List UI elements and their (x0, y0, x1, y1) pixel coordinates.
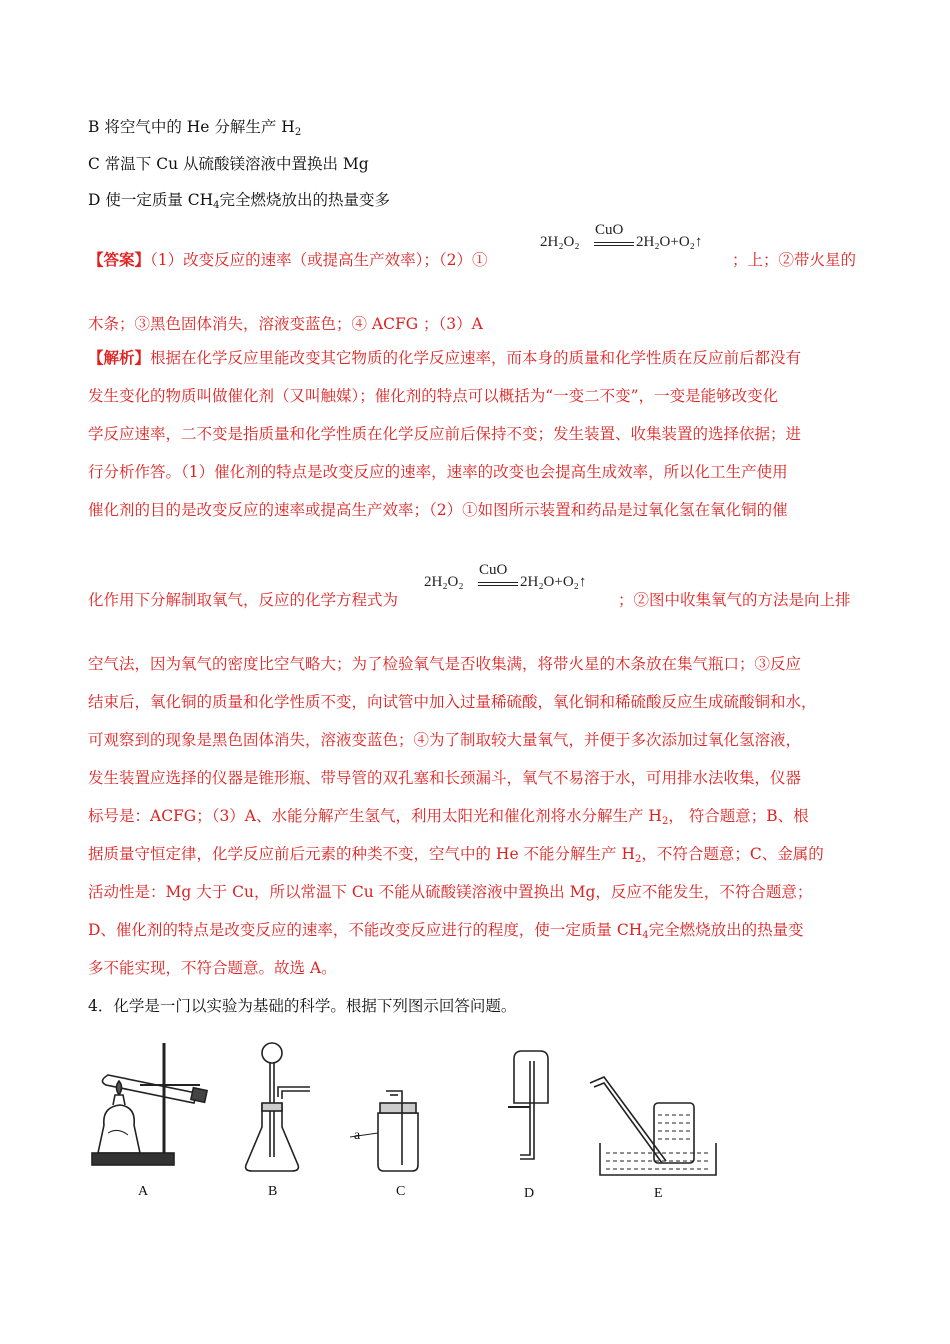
equation-answer (540, 222, 740, 272)
option-c-text: C 常温下 Cu 从硫酸镁溶液中置换出 Mg (88, 155, 369, 173)
equation-analysis-left: 2H₂O₂ (424, 574, 464, 590)
analysis-l12-sub: 2 (635, 854, 642, 865)
apparatus-label-d: D (524, 1186, 535, 1201)
analysis-l2: 发生变化的物质叫做催化剂（又叫触媒）；催化剂的特点可以概括为“一变二不变”，一变是能够改变化 (88, 387, 779, 405)
analysis-l13: 活动性是：Mg 大于 Cu，所以常温下 Cu 不能从硫酸镁溶液中置换出 Mg，反应不能发生，不符合题意； (88, 883, 813, 901)
analysis-l14-b: 完全燃烧放出的热量变 (648, 921, 804, 939)
analysis-l11-a: 标号是：ACFG；（3）A、水能分解产生氢气，利用太阳光和催化剂将水分解生产 H (88, 807, 662, 825)
analysis-line-2 (88, 386, 778, 406)
analysis-l12-b: ，不符合题意；C、金属的 (641, 845, 824, 863)
apparatus-label-e: E (654, 1186, 663, 1201)
equation-left: 2H₂O₂ (540, 234, 580, 250)
answer-line2-text: 木条；③黑色固体消失，溶液变蓝色；④ ACFG ；（3）A (88, 315, 483, 333)
analysis-l4: 行分析作答。（1）催化剂的特点是改变反应的速率，速率的改变也会提高生成效率，所以化工生产使用 (88, 463, 788, 481)
apparatus-d (508, 1051, 548, 1159)
option-d-text-post: 完全燃烧放出的热量变多 (219, 191, 391, 209)
analysis-line-5 (88, 500, 788, 520)
analysis-l8: 结束后，氧化铜的质量和化学性质不变，向试管中加入过量稀硫酸，氧化铜和稀硫酸反应生成硫酸铜和水， (88, 693, 817, 711)
answer-part1: （1）改变反应的速率（或提高生产效率）；（2）① (150, 251, 488, 269)
analysis-line-3 (88, 424, 801, 444)
equation-right: 2H₂O+O₂↑ (636, 234, 703, 250)
answer-line-1-end (732, 250, 856, 270)
analysis-line-9 (88, 730, 801, 750)
analysis-line-4 (88, 462, 788, 482)
analysis-l5: 催化剂的目的是改变反应的速率或提高生产效率；（2）①如图所示装置和药品是过氧化氢在氧化铜的催 (88, 501, 788, 519)
option-b-text: B 将空气中的 He 分解生产 H (88, 118, 295, 136)
analysis-l10: 发生装置应选择的仪器是锥形瓶、带导管的双孔塞和长颈漏斗，氧气不易溶于水，可用排水法收集，仪器 (88, 769, 802, 787)
equation-analysis-right: 2H₂O+O₂↑ (520, 574, 587, 590)
apparatus-label-c: C (396, 1184, 406, 1199)
analysis-line-7 (88, 654, 801, 674)
apparatus-e (590, 1077, 716, 1175)
equation-catalyst: CuO (595, 222, 624, 238)
equation-arrow-2 (594, 245, 634, 246)
analysis-l14-sub: 4 (642, 930, 649, 941)
equation-analysis-catalyst: CuO (479, 562, 508, 578)
option-d-sub: 4 (213, 200, 220, 211)
analysis-label: 【解析】 (88, 348, 151, 367)
option-b (88, 117, 301, 143)
option-d (88, 190, 390, 216)
analysis-l12-a: 据质量守恒定律，化学反应前后元素的种类不变，空气中的 He 不能分解生产 H (88, 845, 635, 863)
analysis-l15: 多不能实现，不符合题意。故选 A。 (88, 959, 337, 977)
answer-part1-end: ；上；②带火星的 (732, 251, 857, 269)
analysis-line-6 (88, 590, 398, 610)
analysis-line-15 (88, 958, 337, 978)
question-4-text: 4．化学是一门以实验为基础的科学。根据下列图示回答问题。 (88, 997, 517, 1015)
apparatus-c-tag: a (354, 1128, 361, 1143)
analysis-line-8 (88, 692, 817, 712)
question-4 (88, 996, 516, 1016)
analysis-line-1 (88, 348, 801, 368)
answer-label: 【答案】 (88, 250, 151, 269)
analysis-l11-b: ， 符合题意；B、根 (668, 807, 809, 825)
analysis-line-12 (88, 844, 824, 870)
analysis-line-10 (88, 768, 801, 788)
analysis-l6-pre: 化作用下分解制取氧气，反应的化学方程式为 (88, 591, 399, 609)
analysis-l7: 空气法，因为氧气的密度比空气略大；为了检验氧气是否收集满，将带火星的木条放在集气瓶口；③反应 (88, 655, 802, 673)
option-d-text-pre: D 使一定质量 CH (88, 191, 214, 209)
apparatus-b (246, 1043, 310, 1171)
analysis-line-11 (88, 806, 809, 832)
equation-analysis-arrow-2 (478, 585, 518, 586)
equation-arrow (594, 242, 634, 243)
option-c (88, 154, 369, 174)
apparatus-a (92, 1043, 207, 1165)
answer-line-1 (88, 250, 488, 270)
apparatus-label-a: A (138, 1184, 149, 1199)
answer-line-2 (88, 314, 483, 334)
analysis-line-6-end (618, 590, 851, 610)
option-b-sub: 2 (294, 127, 302, 138)
analysis-line-14 (88, 920, 804, 946)
analysis-l1: 根据在化学反应里能改变其它物质的化学反应速率，而本身的质量和化学性质在反应前后都没有 (150, 349, 802, 367)
analysis-l6-post: ；②图中收集氧气的方法是向上排 (618, 591, 851, 609)
analysis-l14-a: D、催化剂的特点是改变反应的速率，不能改变反应进行的程度，使一定质量 CH (88, 921, 643, 939)
analysis-l3: 学反应速率，二不变是指质量和化学性质在化学反应前后保持不变；发生装置、收集装置的选择依据；进 (88, 425, 802, 443)
equation-analysis (424, 562, 624, 612)
analysis-l11-sub: 2 (661, 816, 669, 827)
apparatus-label-b: B (268, 1184, 278, 1199)
equation-analysis-arrow (478, 582, 518, 583)
analysis-l9: 可观察到的现象是黑色固体消失，溶液变蓝色；④为了制取较大量氧气，并便于多次添加过氧化氢溶液， (88, 731, 802, 749)
analysis-line-13 (88, 882, 812, 902)
